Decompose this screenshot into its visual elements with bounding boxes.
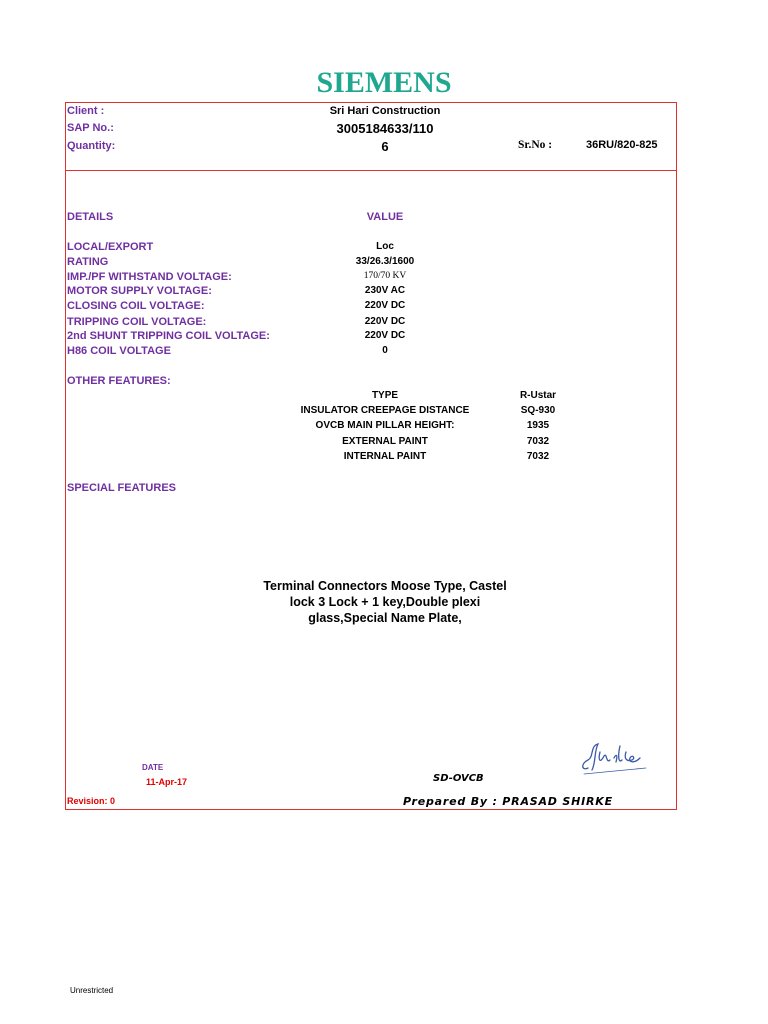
document-code: SD-OVCB	[433, 773, 484, 784]
quantity-label: Quantity:	[67, 140, 116, 152]
feature-label: INSULATOR CREEPAGE DISTANCE	[300, 405, 470, 416]
sap-value: 3005184633/110	[336, 121, 434, 136]
detail-value: Loc	[376, 241, 394, 252]
sap-label: SAP No.:	[67, 122, 114, 134]
feature-label: INTERNAL PAINT	[343, 451, 427, 462]
detail-value: 0	[382, 345, 388, 356]
detail-label: IMP./PF WITHSTAND VOLTAGE:	[67, 271, 232, 283]
feature-value: 7032	[526, 451, 550, 462]
signature-icon	[574, 738, 654, 778]
special-features-heading: SPECIAL FEATURES	[67, 482, 176, 494]
client-value: Sri Hari Construction	[329, 105, 441, 117]
date-value: 11-Apr-17	[146, 777, 188, 787]
date-label: DATE	[142, 763, 164, 772]
value-heading: VALUE	[366, 211, 404, 223]
special-line: lock 3 Lock + 1 key,Double plexi	[289, 595, 481, 609]
srno-label: Sr.No :	[518, 139, 553, 151]
detail-label: H86 COIL VOLTAGE	[67, 345, 171, 357]
other-features-heading: OTHER FEATURES:	[67, 375, 171, 387]
detail-value: 33/26.3/1600	[355, 256, 415, 267]
detail-label: CLOSING COIL VOLTAGE:	[67, 300, 205, 312]
quantity-value: 6	[381, 139, 389, 154]
feature-value: R-Ustar	[519, 390, 557, 401]
classification-footer: Unrestricted	[70, 986, 114, 995]
feature-value: 7032	[526, 436, 550, 447]
srno-value: 36RU/820-825	[586, 139, 658, 151]
brand-title: SIEMENS	[316, 66, 452, 99]
detail-label: MOTOR SUPPLY VOLTAGE:	[67, 285, 212, 297]
signature-image	[574, 738, 654, 778]
feature-value: SQ-930	[520, 405, 556, 416]
client-label: Client :	[67, 105, 105, 117]
detail-value: 170/70 KV	[363, 271, 407, 281]
detail-value: 220V DC	[364, 330, 406, 341]
detail-label: RATING	[67, 256, 109, 268]
special-line: Terminal Connectors Moose Type, Castel	[263, 579, 507, 593]
details-heading: DETAILS	[67, 211, 114, 223]
detail-label: 2nd SHUNT TRIPPING COIL VOLTAGE:	[67, 330, 270, 342]
detail-value: 220V DC	[364, 316, 406, 327]
special-line: glass,Special Name Plate,	[308, 611, 462, 625]
feature-label: OVCB MAIN PILLAR HEIGHT:	[315, 420, 455, 431]
detail-label: TRIPPING COIL VOLTAGE:	[67, 316, 207, 328]
prepared-by: Prepared By : PRASAD SHIRKE	[403, 795, 613, 808]
detail-value: 230V AC	[364, 285, 406, 296]
special-features-text	[250, 578, 520, 626]
feature-label: EXTERNAL PAINT	[342, 436, 428, 447]
detail-value: 220V DC	[364, 300, 406, 311]
feature-label: TYPE	[371, 390, 399, 401]
revision-label: Revision: 0	[67, 796, 116, 806]
detail-label: LOCAL/EXPORT	[67, 241, 154, 253]
feature-value: 1935	[526, 420, 550, 431]
header-divider	[66, 170, 676, 171]
